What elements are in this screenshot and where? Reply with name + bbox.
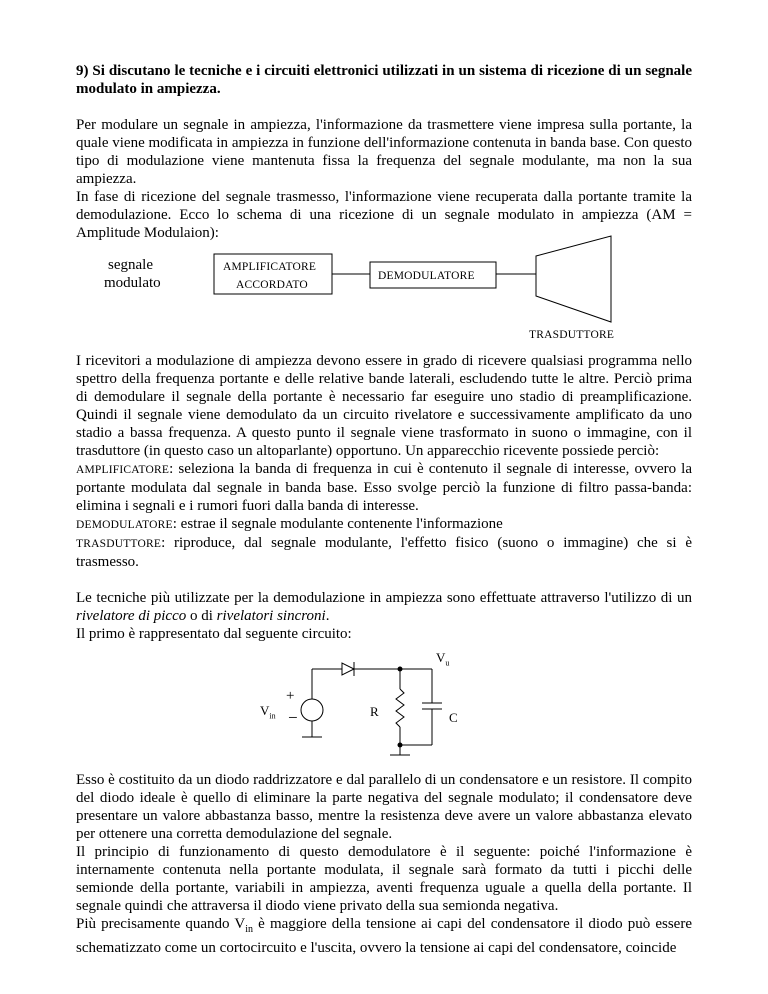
transducer-label: TRASDUTTORE: [529, 329, 615, 341]
transducer-description: : riproduce, dal segnale modulante, l'effetto fisico (suono o immagine) che si è trasmesso.: [76, 535, 692, 570]
amplifier-label-line2: ACCORDATO: [236, 279, 308, 291]
receiver-block-diagram: [76, 250, 692, 346]
vin-subscript: in: [245, 924, 254, 935]
resistor-label: R: [370, 704, 379, 719]
peak-detector-circuit: [76, 651, 692, 761]
description-text-a: Più precisamente quando V: [76, 916, 246, 932]
receivers-paragraph: I ricevitori a modulazione di ampiezza devono essere in grado di ricevere qualsiasi programma nello spettro della frequenza portante e delle relative bande laterali, escludendo tutte le altre. Perciò prima di demodulare il segnale della portante è necessario far eseguire uno stadio di preamplificazione. Quindi il segnale viene demodulato da un circuito rivelatore e successivamente amplificato da uno stadio a bassa frequenza. A questo punto il segnale viene trasformato in suono o immagine, con il trasduttore (in questo caso un altoparlante) opportuno. Un apparecchio ricevente possiede perciò:: [76, 353, 692, 459]
amplifier-term: AMPLIFICATORE: [76, 464, 170, 476]
demodulator-term: DEMODULATORE: [76, 519, 173, 531]
question-title: 9) Si discutano le tecniche e i circuiti elettronici utilizzati in un sistema di ricezione di un segnale modulato in ampiezza.: [76, 63, 692, 97]
transducer-term: TRASDUTTORE: [76, 538, 162, 550]
diode-triangle: [342, 663, 354, 675]
plus-sign: +: [286, 688, 295, 704]
capacitor-label: C: [449, 710, 458, 725]
minus-sign: −: [288, 708, 298, 727]
vu-label: $V_u$: [436, 650, 450, 668]
input-label-line2: modulato: [104, 275, 161, 291]
synchronous-detector-term: rivelatori sincroni: [216, 608, 326, 624]
peak-detector-term: rivelatore di picco: [76, 608, 187, 624]
input-label-line1: segnale: [108, 257, 153, 273]
transducer-speaker-shape: [536, 236, 611, 322]
document-page: [76, 62, 692, 957]
resistor-zigzag: [396, 689, 404, 727]
techniques-text-c: .: [325, 608, 330, 624]
voltage-source-circle: [301, 699, 323, 721]
techniques-text-b: o di: [186, 608, 217, 624]
circuit-drawing: [76, 651, 692, 761]
techniques-paragraph: [76, 589, 692, 625]
amplifier-label-line1: AMPLIFICATORE: [223, 261, 317, 273]
intro-paragraph-1: Per modulare un segnale in ampiezza, l'informazione da trasmettere viene impresa sulla portante, la quale viene modificata in ampiezza in funzione dell'informazione contenuta in banda base. Con questo tipo di modulazione viene mantenuta fissa la frequenza del segnale modulante, ma non la sua ampiezza.: [76, 117, 692, 187]
amplifier-definition: [76, 460, 692, 515]
description-text-b: è maggiore della tensione ai capi del condensatore il diodo può essere schematizzato come un cortocircuito e l'uscita, ovvero la tensione ai capi del condensatore, coincide: [76, 916, 692, 956]
transducer-definition: [76, 534, 692, 571]
vin-label: $V_{in}$: [260, 703, 276, 721]
demodulator-label: DEMODULATORE: [378, 270, 475, 282]
demodulator-description: : estrae il segnale modulante contenente l'informazione: [172, 516, 503, 532]
circuit-intro: Il primo è rappresentato dal seguente circuito:: [76, 626, 352, 642]
description-paragraph-1: Esso è costituito da un diodo raddrizzatore e dal parallelo di un condensatore e un resistore. Il compito del diodo ideale è quello di eliminare la parte negativa del segnale modulato; il condensatore deve presentare un valore abbastanza basso, mentre la resistenza deve avere un valore abbastanza elevato per ottenere una corretta demodulazione del segnale.: [76, 772, 692, 842]
description-paragraph-3: [76, 915, 692, 957]
amplifier-description: : seleziona la banda di frequenza in cui è contenuto il segnale di interesse, ovvero la portante modulata dal segnale in banda base. Esso svolge perciò la funzione di filtro passa-banda: elimina i segnali e i rumori fuori dalla banda di interesse.: [76, 461, 692, 514]
description-paragraph-2: Il principio di funzionamento di questo demodulatore è il seguente: poiché l'informazione è internamente contenuta nella portante modulata, il segnale sarà formato da tutti i picchi delle semionde della portante, variabili in ampiezza, aventi frequenza uguale a quella della portante. Il segnale quindi che attraversa il diodo viene privato della sua semionda negativa.: [76, 844, 692, 914]
intro-paragraph-2: In fase di ricezione del segnale trasmesso, l'informazione viene recuperata dalla portante tramite la demodulazione. Ecco lo schema di una ricezione di un segnale modulato in ampiezza (AM = Amplitude Modulaion):: [76, 189, 692, 241]
techniques-text-a: Le tecniche più utilizzate per la demodulazione in ampiezza sono effettuate attraverso l'utilizzo di un: [76, 590, 692, 606]
demodulator-definition: [76, 515, 692, 534]
